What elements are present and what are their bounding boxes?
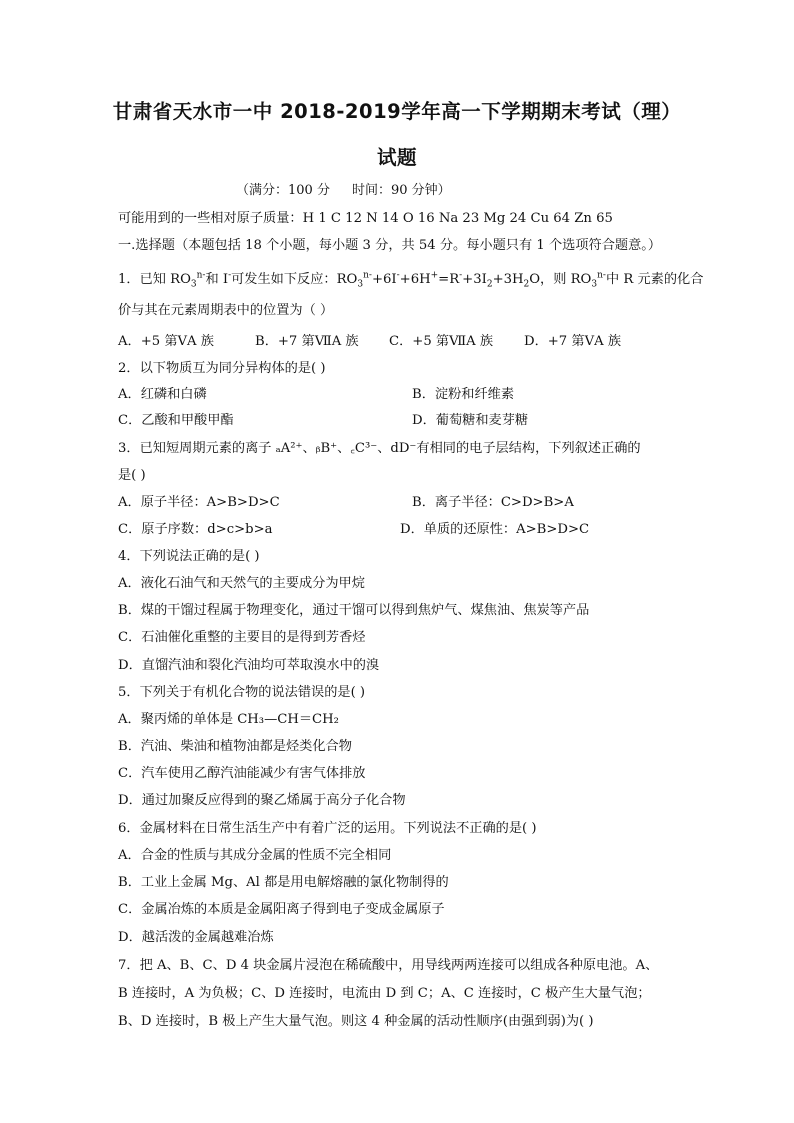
time-limit: 时间：90 分钟）: [351, 183, 451, 198]
question-7-stem-end: B、D 连接时，B 极上产生大量气泡。则这 4 种金属的活动性顺序(由强到弱)为( ): [118, 1014, 594, 1029]
question-3-option-d: D．单质的还原性：A>B>D>C: [400, 522, 590, 537]
question-2-stem: 2．以下物质互为同分异构体的是( ): [118, 361, 326, 376]
question-4-option-b: B．煤的干馏过程属于物理变化，通过干馏可以得到焦炉气、煤焦油、焦炭等产品: [118, 603, 590, 618]
question-4-option-c: C．石油催化重整的主要目的是得到芳香烃: [118, 630, 366, 645]
question-5-option-c: C．汽车使用乙醇汽油能减少有害气体排放: [118, 766, 366, 781]
question-7-stem-continued: B 连接时，A 为负极；C、D 连接时，电流由 D 到 C；A、C 连接时，C 极产生大量气泡；: [118, 986, 651, 1001]
question-3-option-a: A．原子半径：A>B>D>C: [118, 495, 280, 510]
question-3-stem-continued: 是( ): [118, 468, 146, 483]
question-5-option-b: B．汽油、柴油和植物油都是烃类化合物: [118, 739, 352, 754]
question-2-option-a: A．红磷和白磷: [118, 387, 207, 402]
exam-meta: [236, 179, 473, 198]
question-6-option-c: C．金属冶炼的本质是金属阳离子得到电子变成金属原子: [118, 902, 445, 917]
question-1-stem-continued: 价与其在元素周期表中的位置为（ ）: [118, 303, 334, 318]
question-2-option-b: B．淀粉和纤维素: [412, 387, 515, 402]
question-2-option-d: D．葡萄糖和麦芽糖: [412, 413, 529, 428]
question-1-option-a: A．+5 第ⅤA 族: [118, 334, 214, 349]
question-4-option-d: D．直馏汽油和裂化汽油均可萃取溴水中的溴: [118, 658, 380, 673]
question-4-option-a: A．液化石油气和天然气的主要成分为甲烷: [118, 576, 365, 591]
full-score: （满分：100 分: [236, 183, 330, 198]
question-1-option-c: C．+5 第ⅦA 族: [389, 334, 494, 349]
question-3-stem: 3．已知短周期元素的离子 ₐA²⁺、ᵦB⁺、꜀C³⁻、dD⁻有相同的电子层结构，下列叙述正确的: [118, 441, 641, 456]
exam-title-continued: 试题: [376, 146, 417, 169]
question-5-option-a: A．聚丙烯的单体是 CH₃—CH＝CH₂: [118, 712, 339, 727]
question-5-option-d: D．通过加聚反应得到的聚乙烯属于高分子化合物: [118, 793, 406, 808]
question-7-stem: 7．把 A、B、C、D 4 块金属片浸泡在稀硫酸中，用导线两两连接可以组成各种原电池。A、: [118, 958, 659, 973]
section-heading: 一.选择题（本题包括 18 个小题，每小题 3 分，共 54 分。每小题只有 1 个选项符合题意。）: [118, 238, 662, 253]
question-1-option-b: B．+7 第ⅦA 族: [255, 334, 359, 349]
question-1-stem: 1．已知 $RO_3^{n-}$和 I-可发生如下反应：$RO_3^{n-}+6I^-+6H^+=R^-+3I_2+3H_2O$，则 $RO_3^{n-}$中 R 元素的化合: [118, 270, 704, 290]
question-6-option-d: D．越活泼的金属越难冶炼: [118, 930, 274, 945]
atomic-masses: 可能用到的一些相对原子质量：H 1 C 12 N 14 O 16 Na 23 Mg 24 Cu 64 Zn 65: [118, 211, 613, 226]
exam-title: 甘肃省天水市一中 2018-2019学年高一下学期期末考试（理）: [112, 100, 682, 123]
question-6-option-b: B．工业上金属 Mg、Al 都是用电解熔融的氯化物制得的: [118, 875, 449, 890]
question-3-option-c: C．原子序数：d>c>b>a: [118, 522, 273, 537]
question-1-option-d: D．+7 第ⅤA 族: [524, 334, 622, 349]
question-6-stem: 6．金属材料在日常生活生产中有着广泛的运用。下列说法不正确的是( ): [118, 821, 537, 836]
question-3-option-b: B．离子半径：C>D>B>A: [412, 495, 574, 510]
question-5-stem: 5．下列关于有机化合物的说法错误的是( ): [118, 685, 366, 700]
question-4-stem: 4．下列说法正确的是( ): [118, 549, 260, 564]
question-6-option-a: A．合金的性质与其成分金属的性质不完全相同: [118, 848, 392, 863]
question-2-option-c: C．乙酸和甲酸甲酯: [118, 413, 234, 428]
